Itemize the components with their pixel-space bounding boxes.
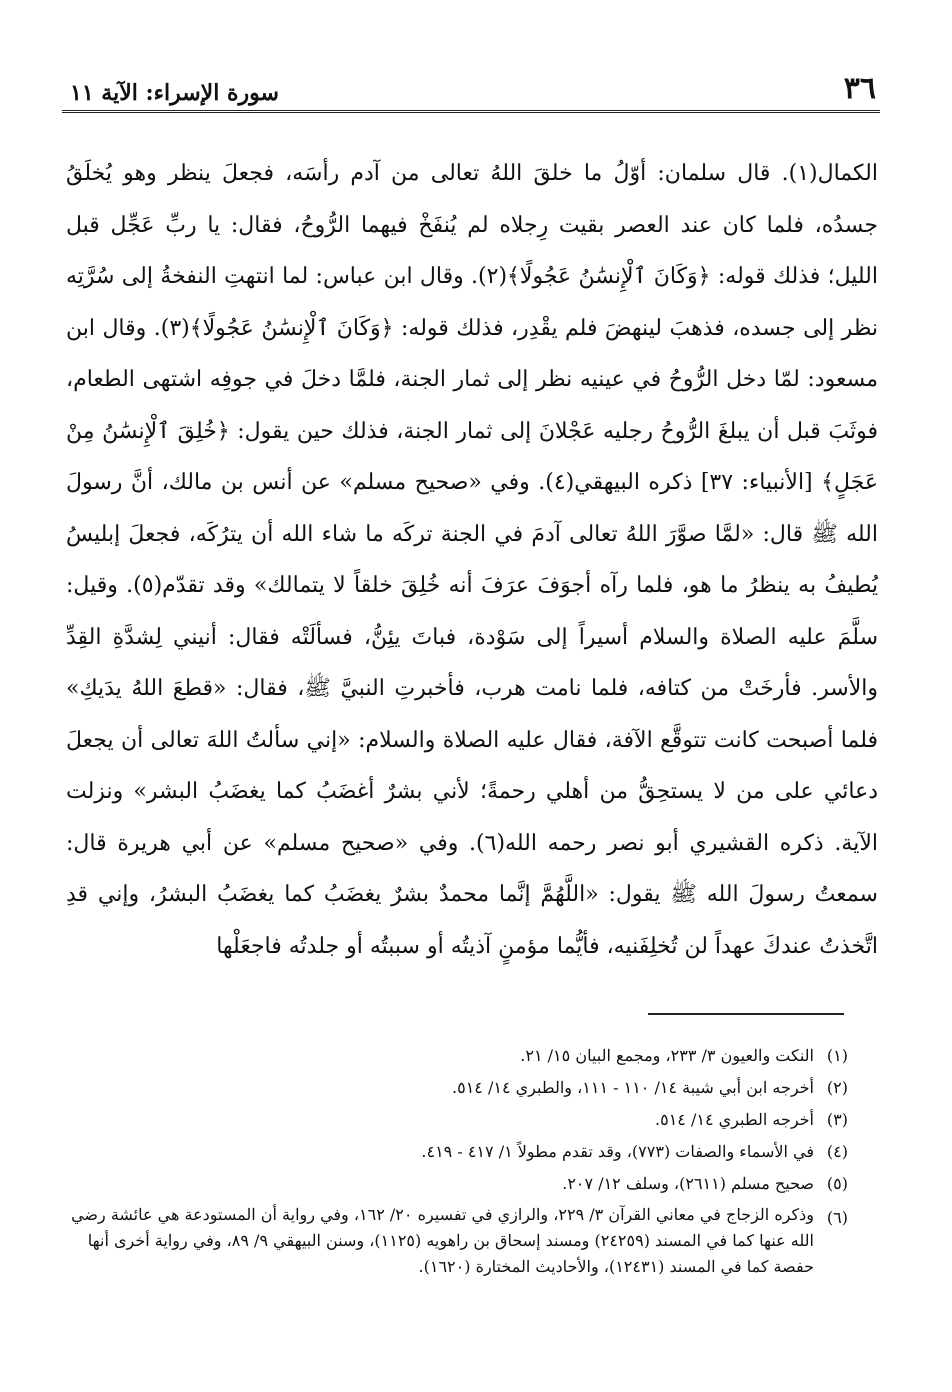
- footnote-5: [68, 1168, 848, 1200]
- footnote-number: (٦): [826, 1208, 848, 1227]
- running-title: سورة الإسراء: الآية ١١: [70, 80, 279, 106]
- footnote-separator: [648, 1013, 844, 1015]
- footnote-text: في الأسماء والصفات (٧٧٣)، وقد تقدم مطولاً ١/ ٤١٧ - ٤١٩.: [421, 1142, 814, 1161]
- footnote-number: (١): [826, 1046, 848, 1065]
- footnote-number: (٢): [826, 1078, 848, 1097]
- footnote-text: أخرجه ابن أبي شيبة ١٤/ ١١٠ - ١١١، والطبري ١٤/ ٥١٤.: [452, 1078, 814, 1097]
- footnote-text: أخرجه الطبري ١٤/ ٥١٤.: [655, 1110, 814, 1129]
- footnote-number: (٥): [826, 1174, 848, 1193]
- page-header: [70, 68, 876, 104]
- footnote-text: النكت والعيون ٣/ ٢٣٣، ومجمع البيان ١٥/ ٢١.: [520, 1046, 814, 1065]
- footnote-number: (٤): [826, 1142, 848, 1161]
- footnote-6: [68, 1202, 848, 1280]
- body-paragraph: الكمال(١). قال سلمان: أوّلُ ما خلقَ اللهُ تعالى من آدم رأسَه، فجعلَ ينظر وهو يُخلَقُ جسدُه، فلما كان عند العصر بقيت رِجلاه لم يُنفَخْ فيهما الرُّوحُ، فقال: يا ربِّ عَجِّل قبل الليل؛ فذلك قوله: ﴿وَكَانَ ٱلْإِنسَٰنُ عَجُولًا﴾(٢). وقال ابن عباس: لما انتهتِ النفخةُ إلى سُرَّتِه نظر إلى جسده، فذهبَ لينهضَ فلم يقْدِر، فذلك قوله: ﴿وَكَانَ ٱلْإِنسَٰنُ عَجُولًا﴾(٣). وقال ابن مسعود: لمّا دخل الرُّوحُ في عينيه نظر إلى ثمار الجنة، فلمَّا دخلَ في جوفِه اشتهى الطعام، فوثَبَ قبل أن يبلغَ الرُّوحُ رجليه عَجْلانَ إلى ثمار الجنة، فذلك حين يقول: ﴿خُلِقَ ٱلْإِنسَٰنُ مِنْ عَجَلٍ﴾ [الأنبياء: ٣٧] ذكره البيهقي(٤). وفي «صحيح مسلم» عن أنس بن مالك، أنَّ رسولَ الله ﷺ قال: «لمَّا صوَّرَ اللهُ تعالى آدمَ في الجنة تركَه ما شاء الله أن يترُكَه، فجعلَ إبليسُ يُطيفُ به ينظرُ ما هو، فلما رآه أجوَفَ عرَفَ أنه خُلِقَ خلقاً لا يتمالك» وقد تقدّم(٥). وقيل: سلَّمَ عليه الصلاة والسلام أسيراً إلى سَوْدة، فباتَ يئِنُّ، فسألَتْه فقال: أنيني لِشدَّةِ القِدِّ والأسر. فأرخَتْ من كتافه، فلما نامت هرب، فأخبرتِ النبيَّ ﷺ، فقال: «قطعَ اللهُ يدَيكِ» فلما أصبحت كانت تتوقَّع الآفة، فقال عليه الصلاة والسلام: «إني سألتُ اللهَ تعالى أن يجعلَ دعائي على من لا يستحِقُّ من أهلي رحمةً؛ لأني بشرٌ أغضَبُ كما يغضَبُ البشر» ونزلت الآية. ذكره القشيري أبو نصر رحمه الله(٦). وفي «صحيح مسلم» عن أبي هريرة قال: سمعتُ رسولَ الله ﷺ يقول: «اللَّهُمَّ إنَّما محمدٌ بشرٌ يغضَبُ كما يغضَبُ البشرُ، وإني قدِ اتَّخذتُ عندكَ عهداً لن تُخلِفَنيه، فأيُّما مؤمنٍ آذيتُه أو سببتُه أو جلدتُه فاجعَلْها: [66, 161, 878, 959]
- footnote-text: صحيح مسلم (٢٦١١)، وسلف ١٢/ ٢٠٧.: [562, 1174, 814, 1193]
- footnote-2: [68, 1072, 848, 1104]
- footnote-number: (٣): [826, 1110, 848, 1129]
- main-text: [66, 148, 878, 972]
- footnote-text: وذكره الزجاج في معاني القرآن ٣/ ٢٢٩، والرازي في تفسيره ٢٠/ ١٦٢، وفي رواية أن المستودعة هي عائشة رضي الله عنها كما في المسند (٢٤٢٥٩) ومسند إسحاق بن راهويه (١١٢٥)، وسنن البيهقي ٩/ ٨٩، وفي رواية أخرى أنها حفصة كما في المسند (١٢٤٣١)، والأحاديث المختارة (١٦٢٠).: [71, 1205, 814, 1276]
- footnotes: [68, 1040, 848, 1280]
- page-number: ٣٦: [843, 71, 876, 106]
- footnote-3: [68, 1104, 848, 1136]
- footnote-4: [68, 1136, 848, 1168]
- footnote-1: [68, 1040, 848, 1072]
- header-divider: [62, 110, 880, 113]
